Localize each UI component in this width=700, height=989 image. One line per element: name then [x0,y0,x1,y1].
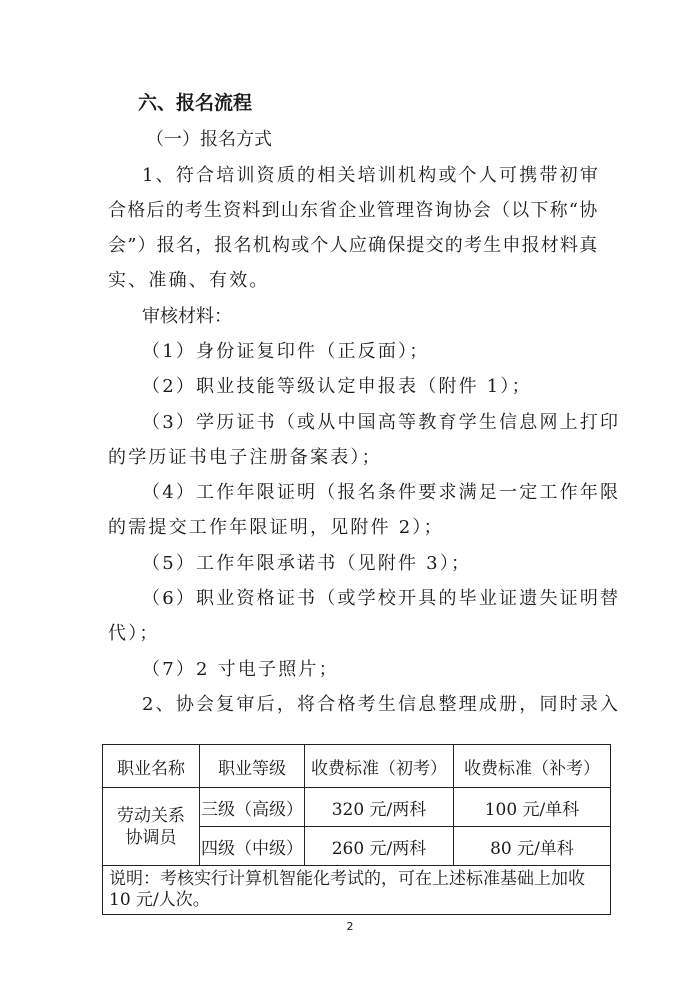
list-item: （6）职业资格证书（或学校开具的毕业证遗失证明替 [142,588,621,609]
section-title: 六、报名流程 [138,92,253,114]
list-item-continuation: 的需提交工作年限证明，见附件 2）； [108,517,444,538]
level-cell: 四级（中级） [200,827,305,866]
paragraph-line: 会”）报名，报名机构或个人应确保提交的考生申报材料真 [108,235,599,256]
table-note-row [103,866,611,915]
list-item: （1）身份证复印件（正反面）； [142,341,430,362]
table-header-cell: 收费标准（补考） [454,745,611,788]
level-cell: 三级（高级） [200,788,305,827]
subsection-title-registration: （一）报名方式 [146,129,272,150]
list-item: （3）学历证书（或从中国高等教育学生信息网上打印 [142,412,621,433]
occupation-cell: 劳动关系协调员 [103,788,200,866]
table-note: 说明：考核实行计算机智能化考试的，可在上述标准基础上加收 10 元/人次。 [103,866,611,915]
table-header-cell: 职业名称 [103,745,200,788]
list-item-continuation: 的学历证书电子注册备案表）； [108,447,382,468]
list-item: （5）工作年限承诺书（见附件 3）； [142,553,472,574]
paragraph-line: 1、符合培训资质的相关培训机构或个人可携带初审 [142,165,601,186]
initial-fee-cell: 320 元/两科 [305,788,454,827]
table-header-cell: 收费标准（初考） [305,745,454,788]
paragraph-line: 实、准确、有效。 [108,270,270,291]
list-item: （2）职业技能等级认定申报表（附件 1）； [142,376,532,397]
table-row [103,788,611,827]
review-materials-title: 审核材料： [142,306,232,327]
fee-standard-table [102,744,611,915]
makeup-fee-cell: 80 元/单科 [454,827,611,866]
table-header-cell: 职业等级 [200,745,305,788]
table-header-row [103,745,611,788]
list-item-continuation: 代）； [108,623,160,644]
makeup-fee-cell: 100 元/单科 [454,788,611,827]
page-number: 2 [346,920,354,933]
list-item: （4）工作年限证明（报名条件要求满足一定工作年限 [142,482,621,503]
initial-fee-cell: 260 元/两科 [305,827,454,866]
paragraph-line: 合格后的考生资料到山东省企业管理咨询协会（以下称“协 [108,200,599,221]
list-item: （7）2 寸电子照片； [142,659,339,680]
paragraph-line: 2、协会复审后，将合格考生信息整理成册，同时录入 [142,694,621,715]
